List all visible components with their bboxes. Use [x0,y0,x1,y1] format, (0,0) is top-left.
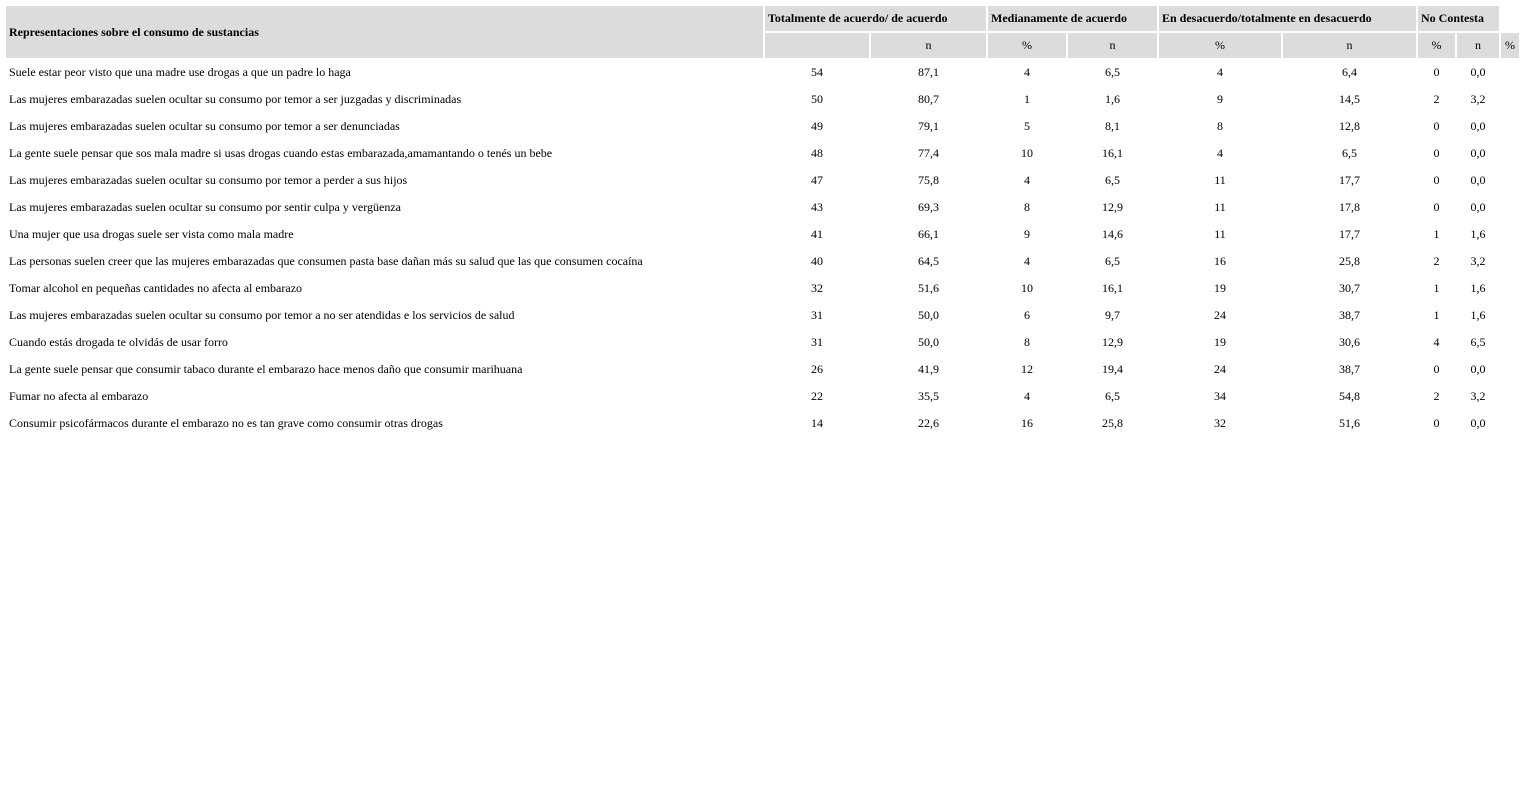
cell-neutral-n: 9 [1024,227,1030,241]
cell-disagree-n: 11 [1214,173,1226,187]
subheader-cell: n [871,33,986,58]
subheader-cell: n [1457,33,1499,58]
cell-no-answer-n: 0 [1433,416,1440,430]
cell-no-answer-pct: 1,6 [1470,227,1486,241]
row-label: La gente suele pensar que sos mala madre si usas drogas cuando estas embarazada,amamantando o tenés un bebe [9,146,553,160]
row-label: Consumir psicofármacos durante el embarazo no es tan grave como consumir otras drogas [9,416,443,430]
table-row [6,357,1519,382]
cell-agree-n: 22 [811,389,823,403]
cell-disagree-n: 8 [1217,119,1223,133]
group-header-neutral: Medianamente de acuerdo [988,6,1157,31]
cell-agree-n: 48 [811,146,823,160]
cell-disagree-n: 24 [1214,362,1226,376]
subheader-cell: % [988,33,1066,58]
subheader-cell [765,33,869,58]
cell-no-answer-n: 0 [1433,146,1440,160]
cell-no-answer-pct: 6,5 [1470,335,1486,349]
cell-disagree-pct: 54,8 [1339,389,1360,403]
cell-no-answer-n: 2 [1433,389,1440,403]
cell-agree-n: 47 [811,173,823,187]
cell-agree-pct: 77,4 [918,146,939,160]
row-label: Las mujeres embarazadas suelen ocultar su consumo por sentir culpa y vergüenza [9,200,401,214]
cell-agree-n: 40 [811,254,823,268]
group-header-agree: Totalmente de acuerdo/ de acuerdo [765,6,986,31]
cell-no-answer-n: 0 [1433,200,1440,214]
cell-no-answer-pct: 0,0 [1470,146,1486,160]
cell-disagree-pct: 51,6 [1339,416,1360,430]
row-label: Las mujeres embarazadas suelen ocultar su consumo por temor a ser juzgadas y discriminadas [9,92,462,106]
cell-disagree-n: 11 [1214,227,1226,241]
cell-disagree-pct: 17,7 [1339,173,1360,187]
cell-neutral-n: 8 [1024,335,1030,349]
cell-no-answer-pct: 1,6 [1470,281,1486,295]
group-header-disagree: En desacuerdo/totalmente en desacuerdo [1159,6,1416,31]
cell-disagree-pct: 38,7 [1339,308,1360,322]
table-row [6,195,1519,220]
cell-disagree-n: 19 [1214,281,1226,295]
table-row [6,222,1519,247]
subheader-cell: n [1283,33,1416,58]
cell-no-answer-n: 2 [1433,92,1440,106]
row-label: Una mujer que usa drogas suele ser vista como mala madre [9,227,294,241]
cell-disagree-n: 19 [1214,335,1226,349]
cell-agree-n: 54 [811,65,823,79]
table-row [6,276,1519,301]
cell-disagree-pct: 6,5 [1342,146,1357,160]
cell-neutral-pct: 8,1 [1105,119,1120,133]
cell-disagree-pct: 12,8 [1339,119,1360,133]
row-label: Cuando estás drogada te olvidás de usar forro [9,335,228,349]
cell-disagree-n: 11 [1214,200,1226,214]
cell-disagree-pct: 30,7 [1339,281,1360,295]
cell-agree-n: 43 [811,200,823,214]
cell-no-answer-pct: 0,0 [1470,119,1486,133]
group-header-no-answer: No Contesta [1418,6,1499,31]
cell-agree-pct: 80,7 [918,92,939,106]
cell-neutral-pct: 6,5 [1105,389,1120,403]
cell-no-answer-n: 2 [1433,254,1440,268]
cell-no-answer-n: 1 [1433,281,1440,295]
table-row [6,60,1519,85]
table-row [6,303,1519,328]
cell-disagree-pct: 30,6 [1339,335,1360,349]
table-row [6,330,1519,355]
cell-neutral-pct: 12,9 [1102,200,1123,214]
cell-disagree-n: 24 [1214,308,1226,322]
cell-no-answer-n: 0 [1433,119,1440,133]
row-label: Las mujeres embarazadas suelen ocultar su consumo por temor a no ser atendidas e los servicios de salud [9,308,515,322]
cell-neutral-pct: 9,7 [1105,308,1120,322]
survey-table [4,4,1521,438]
cell-disagree-pct: 14,5 [1339,92,1360,106]
cell-agree-n: 49 [811,119,823,133]
cell-neutral-n: 10 [1021,281,1033,295]
cell-no-answer-n: 0 [1433,362,1440,376]
cell-no-answer-pct: 0,0 [1470,65,1486,79]
cell-agree-n: 14 [811,416,823,430]
cell-neutral-n: 4 [1024,173,1030,187]
cell-neutral-n: 4 [1024,389,1030,403]
cell-neutral-pct: 16,1 [1102,281,1123,295]
cell-neutral-n: 10 [1021,146,1033,160]
cell-disagree-n: 16 [1214,254,1226,268]
cell-agree-pct: 64,5 [918,254,939,268]
cell-no-answer-n: 1 [1433,227,1440,241]
row-label: Las mujeres embarazadas suelen ocultar su consumo por temor a ser denunciadas [9,119,400,133]
table-row [6,87,1519,112]
table-row [6,168,1519,193]
cell-disagree-pct: 17,8 [1339,200,1360,214]
row-label: La gente suele pensar que consumir tabaco durante el embarazo hace menos daño que consumir marihuana [9,362,523,376]
cell-neutral-n: 12 [1021,362,1033,376]
row-label: Las personas suelen creer que las mujeres embarazadas que consumen pasta base dañan más su salud que las que consumen cocaína [9,254,643,268]
subheader-cell: % [1501,33,1519,58]
cell-neutral-pct: 12,9 [1102,335,1123,349]
cell-neutral-pct: 14,6 [1102,227,1123,241]
cell-agree-pct: 22,6 [918,416,939,430]
cell-disagree-n: 4 [1217,146,1223,160]
cell-disagree-n: 9 [1217,92,1223,106]
cell-agree-n: 32 [811,281,823,295]
cell-agree-n: 41 [811,227,823,241]
subheader-cell: % [1418,33,1455,58]
cell-agree-pct: 51,6 [918,281,939,295]
cell-agree-n: 31 [811,335,823,349]
table-row [6,114,1519,139]
cell-neutral-pct: 16,1 [1102,146,1123,160]
table-row [6,411,1519,436]
cell-disagree-pct: 6,4 [1342,65,1357,79]
row-label: Tomar alcohol en pequeñas cantidades no afecta al embarazo [9,281,303,295]
cell-no-answer-n: 4 [1433,335,1440,349]
subheader-cell: % [1159,33,1281,58]
cell-neutral-pct: 6,5 [1105,254,1120,268]
cell-agree-n: 50 [811,92,823,106]
cell-neutral-n: 8 [1024,200,1030,214]
cell-agree-pct: 87,1 [918,65,939,79]
cell-no-answer-pct: 3,2 [1470,92,1486,106]
cell-disagree-n: 34 [1214,389,1226,403]
cell-neutral-n: 6 [1024,308,1030,322]
cell-neutral-pct: 19,4 [1102,362,1123,376]
cell-no-answer-pct: 0,0 [1470,416,1486,430]
cell-no-answer-pct: 0,0 [1470,173,1486,187]
cell-neutral-n: 5 [1024,119,1030,133]
cell-agree-pct: 75,8 [918,173,939,187]
cell-agree-pct: 41,9 [918,362,939,376]
cell-no-answer-n: 0 [1433,65,1440,79]
cell-no-answer-n: 1 [1433,308,1440,322]
row-header: Representaciones sobre el consumo de sustancias [6,6,763,58]
cell-neutral-pct: 1,6 [1105,92,1120,106]
cell-agree-n: 26 [811,362,823,376]
cell-neutral-n: 4 [1024,65,1030,79]
cell-agree-n: 31 [811,308,823,322]
cell-disagree-pct: 25,8 [1339,254,1360,268]
table-row [6,141,1519,166]
cell-no-answer-pct: 1,6 [1470,308,1486,322]
cell-no-answer-pct: 3,2 [1470,254,1486,268]
cell-no-answer-pct: 3,2 [1470,389,1486,403]
row-label: Las mujeres embarazadas suelen ocultar su consumo por temor a perder a sus hijos [9,173,408,187]
cell-agree-pct: 79,1 [918,119,939,133]
cell-neutral-pct: 6,5 [1105,173,1120,187]
row-label: Suele estar peor visto que una madre use drogas a que un padre lo haga [9,65,351,79]
cell-disagree-pct: 38,7 [1339,362,1360,376]
cell-neutral-n: 16 [1021,416,1033,430]
subheader-cell: n [1068,33,1157,58]
cell-agree-pct: 35,5 [918,389,939,403]
table-row [6,384,1519,409]
cell-neutral-pct: 6,5 [1105,65,1120,79]
cell-disagree-n: 4 [1217,65,1223,79]
cell-agree-pct: 69,3 [918,200,939,214]
cell-disagree-n: 32 [1214,416,1226,430]
cell-no-answer-pct: 0,0 [1470,362,1486,376]
cell-agree-pct: 50,0 [918,335,939,349]
cell-agree-pct: 66,1 [918,227,939,241]
cell-no-answer-pct: 0,0 [1470,200,1486,214]
cell-neutral-pct: 25,8 [1102,416,1123,430]
cell-disagree-pct: 17,7 [1339,227,1360,241]
cell-neutral-n: 4 [1024,254,1030,268]
row-label: Fumar no afecta al embarazo [9,389,149,403]
cell-agree-pct: 50,0 [918,308,939,322]
cell-neutral-n: 1 [1024,92,1030,106]
table-row [6,249,1519,274]
table-body [6,60,1519,436]
header-group-row [6,6,1519,31]
cell-no-answer-n: 0 [1433,173,1440,187]
